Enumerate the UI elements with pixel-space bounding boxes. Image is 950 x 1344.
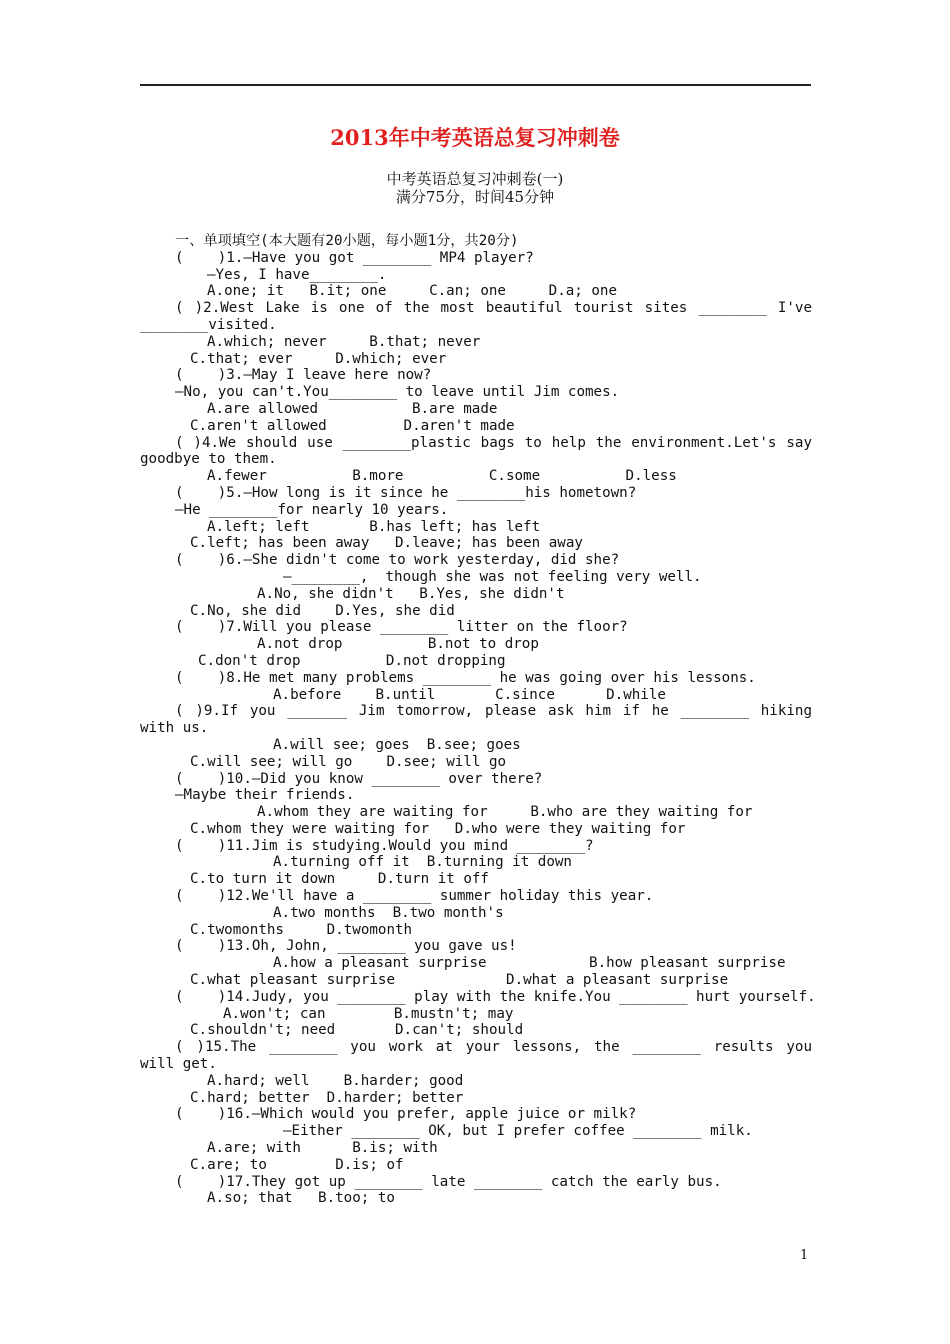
question-line: ( )15.The ________ you work at your lessons, the ________ results you bbox=[175, 1039, 812, 1056]
question-line: A.left; left B.has left; has left bbox=[207, 518, 541, 535]
question-line: goodbye to them. bbox=[140, 451, 277, 468]
question-line: C.what pleasant surprise D.what a pleasant surprise bbox=[190, 972, 729, 989]
question-line: ( )3.—May I leave here now? bbox=[175, 367, 432, 384]
paper-subtitle: 中考英语总复习冲刺卷(一) bbox=[386, 170, 564, 188]
question-line: ( )8.He met many problems ________ he was going over his lessons. bbox=[175, 669, 756, 686]
question-line: A.one; it B.it; one C.an; one D.a; one bbox=[207, 283, 617, 300]
question-line: —No, you can't.You________ to leave until Jim comes. bbox=[175, 384, 620, 401]
question-line: ( )14.Judy, you ________ play with the knife.You ________ hurt yourself. bbox=[175, 988, 816, 1005]
question-line: ( )6.—She didn't come to work yesterday, did she? bbox=[175, 552, 620, 569]
question-line: —Yes, I have________. bbox=[207, 266, 387, 283]
question-line: ________visited. bbox=[140, 316, 277, 333]
question-line: ( )12.We'll have a ________ summer holiday this year. bbox=[175, 888, 654, 905]
question-line: —He ________for nearly 10 years. bbox=[175, 501, 449, 518]
question-line: ( )7.Will you please ________ litter on the floor? bbox=[175, 619, 628, 636]
header-rule bbox=[140, 84, 811, 86]
question-line: ( )4.We should use ________plastic bags to help the environment.Let's say bbox=[175, 434, 812, 451]
question-line: A.not drop B.not to drop bbox=[257, 636, 539, 653]
question-line: C.whom they were waiting for D.who were they waiting for bbox=[190, 820, 686, 837]
question-line: C.are; to D.is; of bbox=[190, 1156, 404, 1173]
question-line: ( )2.West Lake is one of the most beautiful tourist sites ________ I've bbox=[175, 300, 812, 317]
question-line: A.how a pleasant surprise B.how pleasant surprise bbox=[273, 955, 786, 972]
question-line: ( )1.—Have you got ________ MP4 player? bbox=[175, 249, 534, 266]
question-line: —Either ________ OK, but I prefer coffee ________ milk. bbox=[283, 1123, 753, 1140]
question-line: A.will see; goes B.see; goes bbox=[273, 736, 521, 753]
question-line: A.No, she didn't B.Yes, she didn't bbox=[257, 585, 565, 602]
question-line: C.to turn it down D.turn it off bbox=[190, 871, 489, 888]
question-line: A.are allowed B.are made bbox=[207, 400, 498, 417]
question-line: A.which; never B.that; never bbox=[207, 333, 481, 350]
question-body bbox=[140, 233, 816, 1207]
question-line: A.are; with B.is; with bbox=[207, 1140, 438, 1157]
question-line: A.so; that B.too; to bbox=[207, 1190, 395, 1207]
question-line: ( )10.—Did you know ________ over there? bbox=[175, 770, 543, 787]
question-line: ( )17.They got up ________ late ________ catch the early bus. bbox=[175, 1173, 722, 1190]
question-line: C.left; has been away D.leave; has been away bbox=[190, 535, 583, 552]
question-line: A.turning off it B.turning it down bbox=[273, 854, 572, 871]
question-line: C.shouldn't; need D.can't; should bbox=[190, 1022, 524, 1039]
question-line: C.will see; will go D.see; will go bbox=[190, 753, 507, 770]
question-line: C.No, she did D.Yes, she did bbox=[190, 602, 455, 619]
question-line: C.don't drop D.not dropping bbox=[198, 652, 506, 669]
question-line: C.that; ever D.which; ever bbox=[190, 350, 447, 367]
question-line: A.whom they are waiting for B.who are they waiting for bbox=[257, 804, 753, 821]
question-line: will get. bbox=[140, 1056, 217, 1073]
question-line: A.fewer B.more C.some D.less bbox=[207, 468, 677, 485]
page-title: 2013年中考英语总复习冲刺卷 bbox=[330, 125, 620, 150]
question-line: A.hard; well B.harder; good bbox=[207, 1072, 464, 1089]
question-line: C.hard; better D.harder; better bbox=[190, 1089, 464, 1106]
question-line: ( )11.Jim is studying.Would you mind ________? bbox=[175, 837, 594, 854]
question-line: with us. bbox=[140, 720, 209, 737]
question-lines bbox=[140, 249, 816, 1207]
page-number: 1 bbox=[800, 1248, 809, 1263]
question-line: —Maybe their friends. bbox=[175, 787, 355, 804]
question-line: ( )16.—Which would you prefer, apple juice or milk? bbox=[175, 1106, 637, 1123]
question-line: ( )5.—How long is it since he ________his hometown? bbox=[175, 484, 637, 501]
question-line: ( )13.Oh, John, ________ you gave us! bbox=[175, 938, 517, 955]
question-line: A.won't; can B.mustn't; may bbox=[223, 1005, 514, 1022]
question-line: ( )9.If you _______ Jim tomorrow, please ask him if he ________ hiking bbox=[175, 703, 812, 720]
score-time: 满分75分，时间45分钟 bbox=[395, 188, 555, 206]
question-line: —________, though she was not feeling very well. bbox=[283, 568, 702, 585]
question-line: C.twomonths D.twomonth bbox=[190, 921, 413, 938]
section-heading: 一、单项填空(本大题有20小题，每小题1分，共20分) bbox=[175, 233, 519, 249]
question-line: A.before B.until C.since D.while bbox=[273, 686, 666, 703]
question-line: A.two months B.two month's bbox=[273, 904, 504, 921]
question-line: C.aren't allowed D.aren't made bbox=[190, 417, 515, 434]
